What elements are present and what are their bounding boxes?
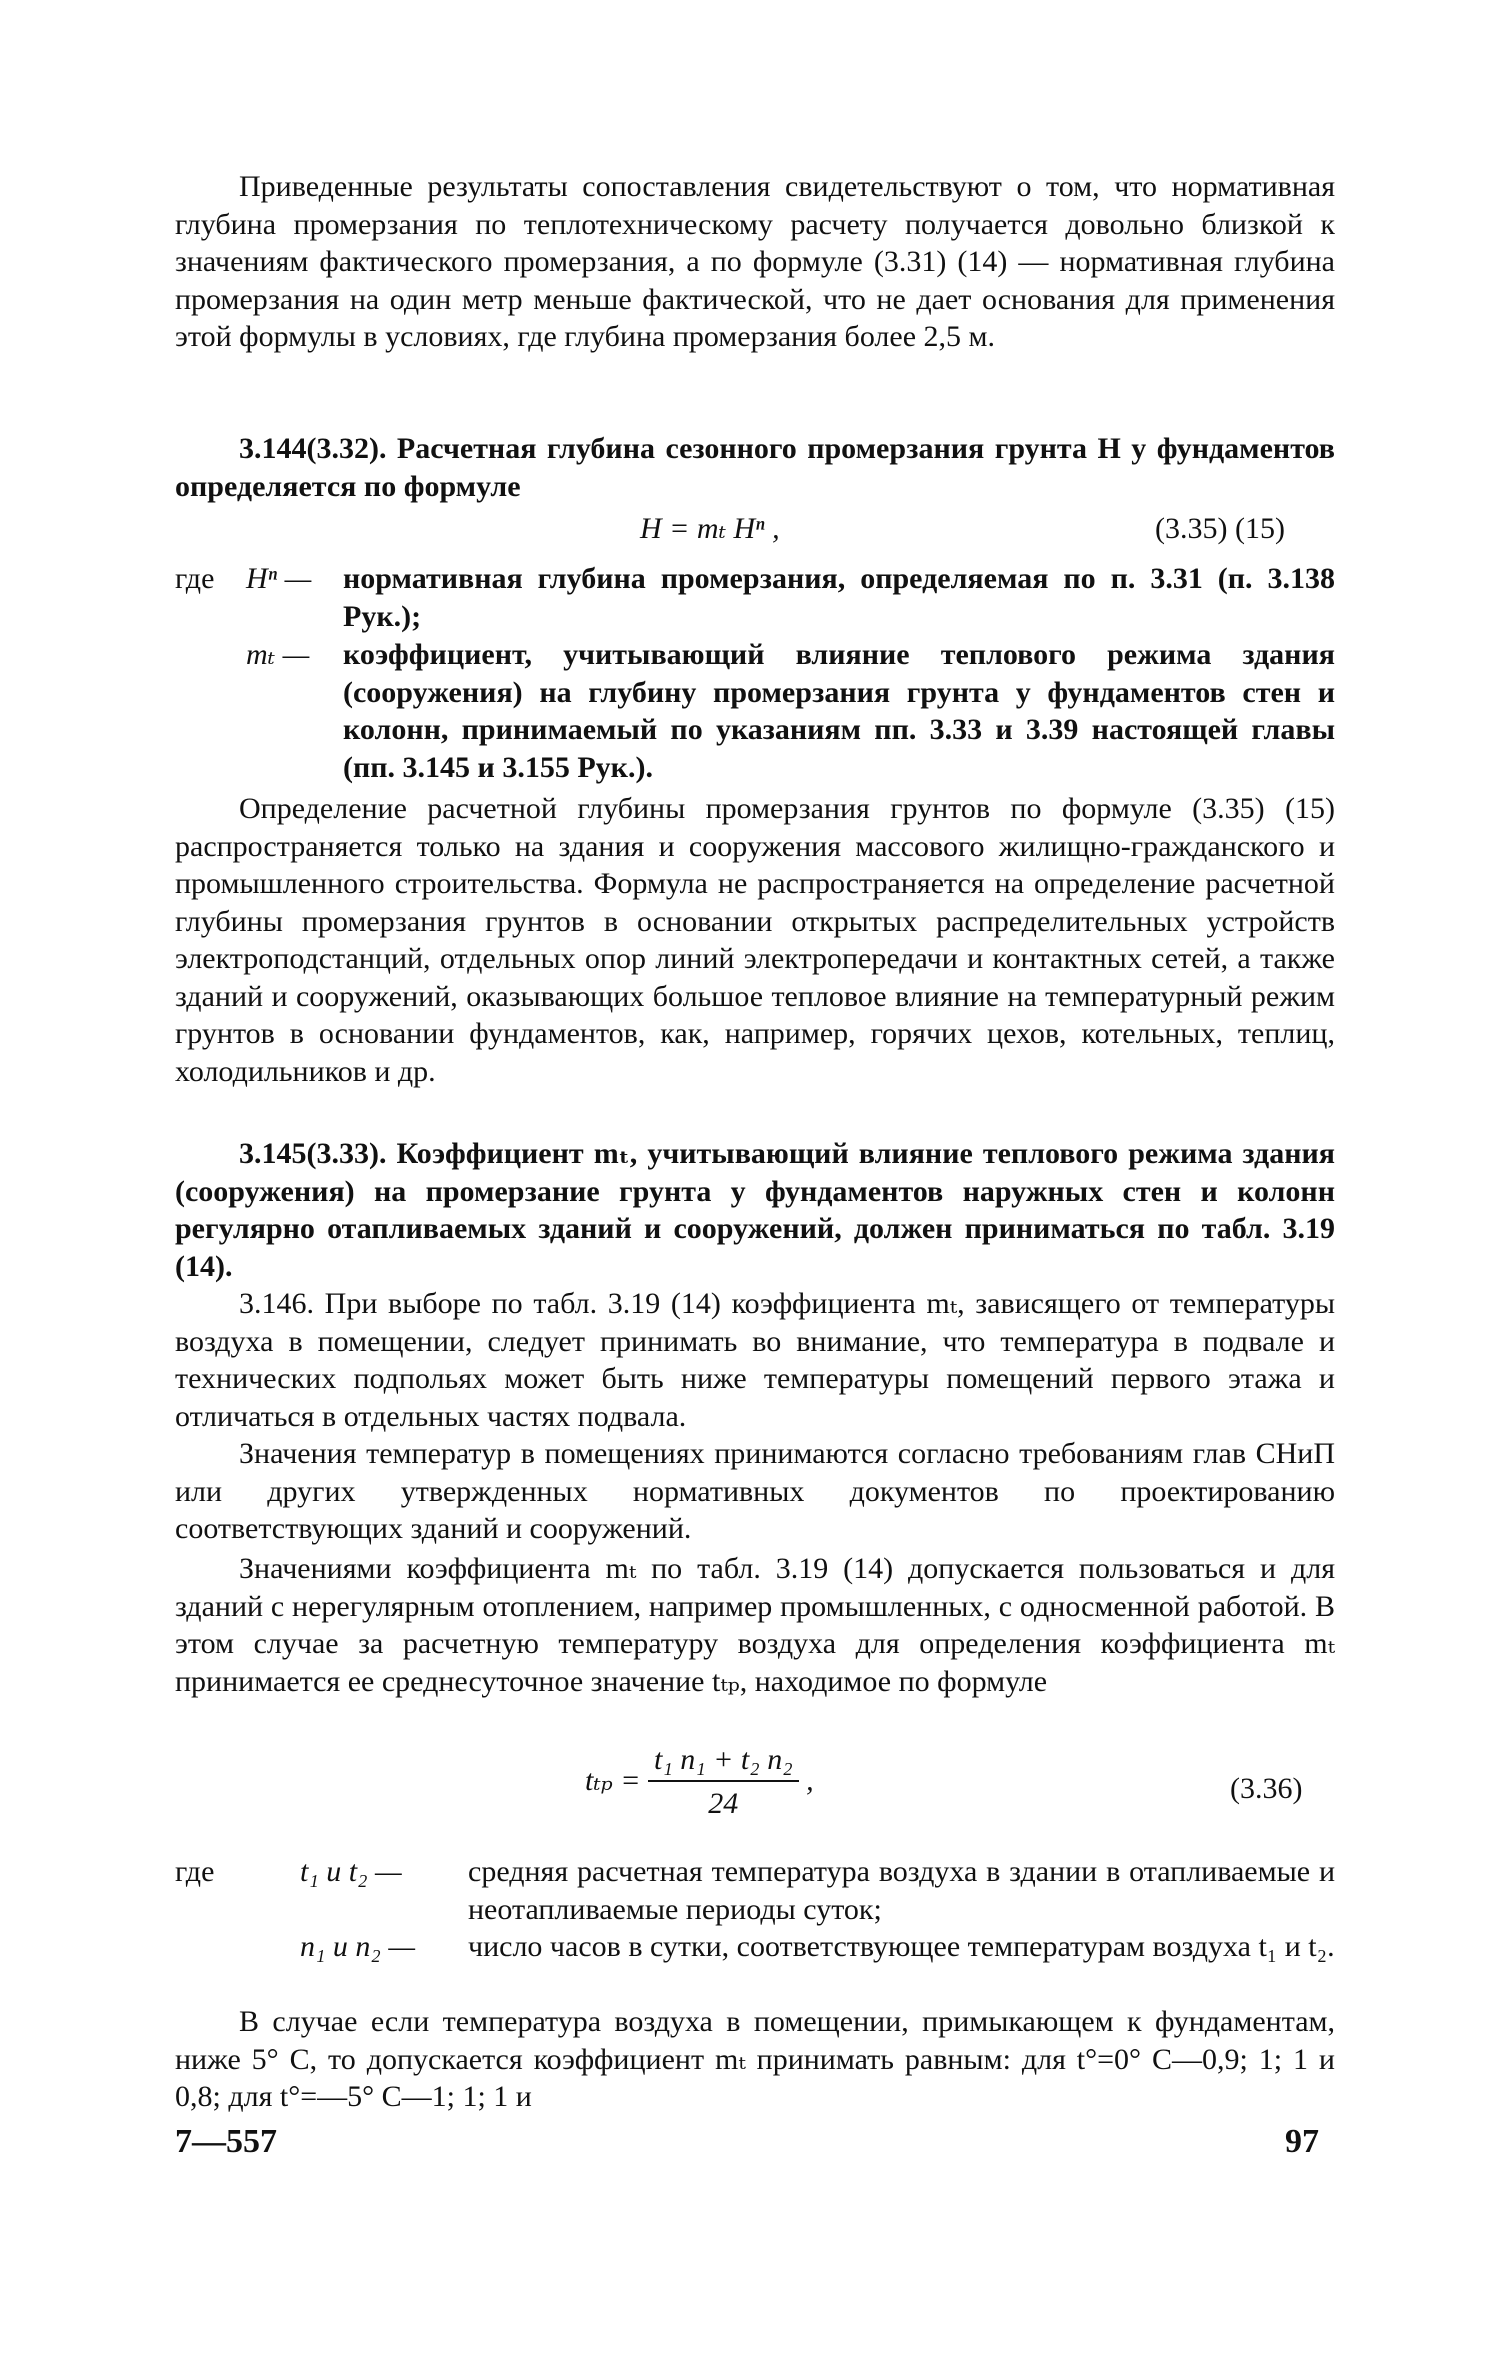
formula-3-36-lhs: tₜₚ = xyxy=(585,1763,641,1797)
signature-mark: 7—557 xyxy=(175,2123,277,2160)
paragraph-low-temperature: В случае если температура воздуха в помещении, примыкающем к фундаментам, ниже 5° С, то допускается коэффициент mₜ принимать равным: для t°=0° С—0,9; 1; 1 и 0,8; для t°=—5° С—1; 1; 1 и xyxy=(175,2005,1335,2113)
paragraph-scope: Определение расчетной глубины промерзания грунтов по формуле (3.35) (15) распространяется только на здания и сооружения массового жилищно-гражданского и промышленного строительства. Формула не распространяется на определение расчетной глубины промерзания грунтов в основании открытых распределительных устройств электроподстанций, отдельных опор линий электропередачи и контактных сетей, а также зданий и сооружений, оказывающих большое тепловое влияние на температурный режим грунтов в основании фундаментов, как, например, горячих цехов, котельных, теплиц, холодильников и др. xyxy=(175,792,1335,1088)
section-3-145: 3.145(3.33). Коэффициент mₜ, учитывающий влияние теплового режима здания (сооружения) на промерзание грунта у фундаментов наружных стен и колонн регулярно отапливаемых зданий и сооружений, должен приниматься по табл. 3.19 (14). xyxy=(175,1137,1335,1283)
where2-term-t: t₁ и t₂ — xyxy=(300,1855,402,1888)
where2-def-n: число часов в сутки, соответствующее температурам воздуха t₁ и t₂. xyxy=(468,1930,1335,1963)
where1-term-hn: Hⁿ — xyxy=(246,562,312,595)
formula-3-35-number: (3.35) (15) xyxy=(1155,512,1285,545)
where1-def-mt: коэффициент, учитывающий влияние теплового режима здания (сооружения) на глубину промерзания грунта у фундаментов стен и колонн, принимаемый по указаниям пп. 3.33 и 3.39 настоящей главы (пп. 3.145 и 3.155 Рук.). xyxy=(343,638,1335,784)
where2-def-t: средняя расчетная температура воздуха в здании в отапливаемые и неотапливаемые периоды суток; xyxy=(468,1855,1335,1926)
paragraph-irregular-heating: Значениями коэффициента mₜ по табл. 3.19 (14) допускается пользоваться и для зданий с нерегулярным отоплением, например промышленных, с односменной работой. В этом случае за расчетную температуру воздуха для определения коэффициента mₜ принимается ее среднесуточное значение tₜₚ, находимое по формуле xyxy=(175,1552,1335,1698)
page-number: 97 xyxy=(1285,2123,1319,2160)
where2-term-n: n₁ и n₂ — xyxy=(300,1930,416,1963)
formula-3-36-comma: , xyxy=(806,1763,814,1797)
formula-3-36 xyxy=(585,1740,814,1826)
where-word-2: где xyxy=(175,1855,215,1888)
section-3-144: 3.144(3.32). Расчетная глубина сезонного промерзания грунта H у фундаментов определяется по формуле xyxy=(175,432,1335,503)
paragraph-temperatures: Значения температур в помещениях принимаются согласно требованиям глав СНиП или других утвержденных нормативных документов по проектированию соответствующих зданий и сооружений. xyxy=(175,1437,1335,1545)
section-3-146: 3.146. При выборе по табл. 3.19 (14) коэффициента mₜ, зависящего от температуры воздуха в помещении, следует принимать во внимание, что температура в подвале и технических подпольях может быть ниже температуры помещений первого этажа и отличаться в отдельных частях подвала. xyxy=(175,1287,1335,1433)
formula-3-35: H = mₜ Hⁿ , xyxy=(640,512,780,545)
where1-term-mt: mₜ — xyxy=(246,638,310,671)
formula-3-36-numerator: t₁ n₁ + t₂ n₂ xyxy=(648,1740,799,1782)
where1-def-hn: нормативная глубина промерзания, определяемая по п. 3.31 (п. 3.138 Рук.); xyxy=(343,562,1335,633)
formula-3-36-denominator: 24 xyxy=(708,1787,739,1820)
formula-3-36-fraction xyxy=(648,1740,799,1826)
paragraph-comparison: Приведенные результаты сопоставления свидетельствуют о том, что нормативная глубина промерзания по теплотехническому расчету получается довольно близкой к значениям фактического промерзания, а по формуле (3.31) (14) — нормативная глубина промерзания на один метр меньше фактической, что не дает основания для применения этой формулы в условиях, где глубина промерзания более 2,5 м. xyxy=(175,170,1335,353)
formula-3-36-number: (3.36) xyxy=(1230,1772,1303,1805)
where-word-1: где xyxy=(175,562,215,595)
